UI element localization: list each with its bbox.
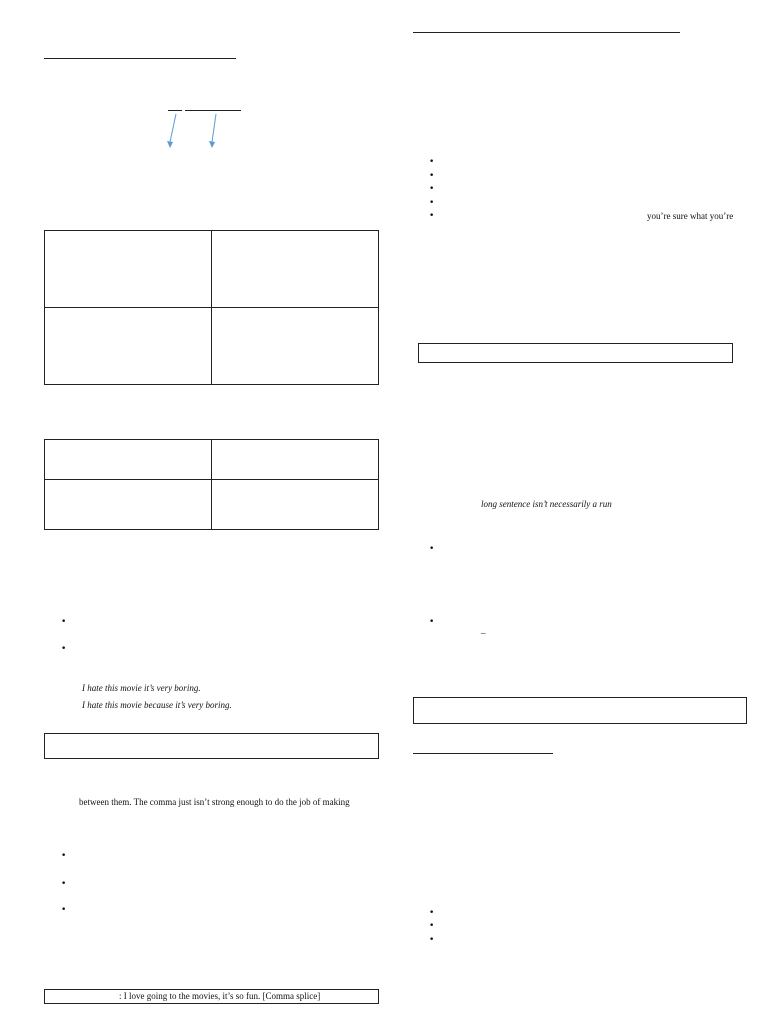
example-correct-text: I hate this movie because it’s very boring.: [82, 700, 232, 710]
right-bullet-4-icon: •: [429, 198, 435, 208]
right-empty-box-2: [413, 697, 747, 724]
right-empty-box-1: [418, 343, 733, 363]
comma-splice-box: [44, 989, 379, 1004]
grid-table-2-cell-r2c1: [45, 480, 212, 529]
grid-table-2-cell-r1c2: [212, 440, 378, 480]
left-bullet-1-icon: •: [61, 617, 67, 627]
right-bullet-8-icon: •: [429, 908, 435, 918]
grid-table-2-cell-r1c1: [45, 440, 212, 480]
right-bullet-10-icon: •: [429, 935, 435, 945]
left-section-heading-underline: [44, 58, 236, 59]
comma-splice-text: : I love going to the movies, it’s so fun. [Comma splice]: [119, 991, 321, 1001]
diagram-underline-long: [185, 110, 241, 111]
left-bullet-5-icon: •: [61, 905, 67, 915]
comma-paragraph-text: between them. The comma just isn’t strong enough to do the job of making: [79, 797, 350, 807]
diagram-arrow-icon-right: [200, 112, 224, 150]
dash-mark: –: [481, 628, 486, 638]
right-bullet-7-icon: •: [429, 617, 435, 627]
right-bullet-5-text: you’re sure what you’re: [647, 211, 734, 221]
run-on-italic-text: long sentence isn’t necessarily a run: [481, 499, 612, 509]
right-subheading-underline: [413, 753, 553, 754]
left-empty-box: [44, 733, 379, 759]
grid-table-2: [44, 439, 379, 530]
diagram-arrow-icon-left: [160, 112, 184, 150]
left-bullet-2-icon: •: [61, 644, 67, 654]
right-bullet-9-icon: •: [429, 921, 435, 931]
right-bullet-2-icon: •: [429, 171, 435, 181]
right-bullet-1-icon: •: [429, 157, 435, 167]
grid-table-1-cell-r2c2: [212, 308, 378, 384]
grid-table-1: [44, 230, 379, 385]
left-bullet-3-icon: •: [61, 851, 67, 861]
right-bullet-5-icon: •: [429, 211, 435, 221]
left-bullet-4-icon: •: [61, 879, 67, 889]
example-incorrect-text: I hate this movie it’s very boring.: [82, 683, 201, 693]
right-bullet-3-icon: •: [429, 184, 435, 194]
right-bullet-6-icon: •: [429, 544, 435, 554]
grid-table-1-cell-r1c2: [212, 231, 378, 308]
grid-table-2-cell-r2c2: [212, 480, 378, 529]
grid-table-1-cell-r2c1: [45, 308, 212, 384]
diagram-underline-short: [168, 110, 182, 111]
grid-table-1-cell-r1c1: [45, 231, 212, 308]
right-section-heading-underline: [413, 32, 680, 33]
